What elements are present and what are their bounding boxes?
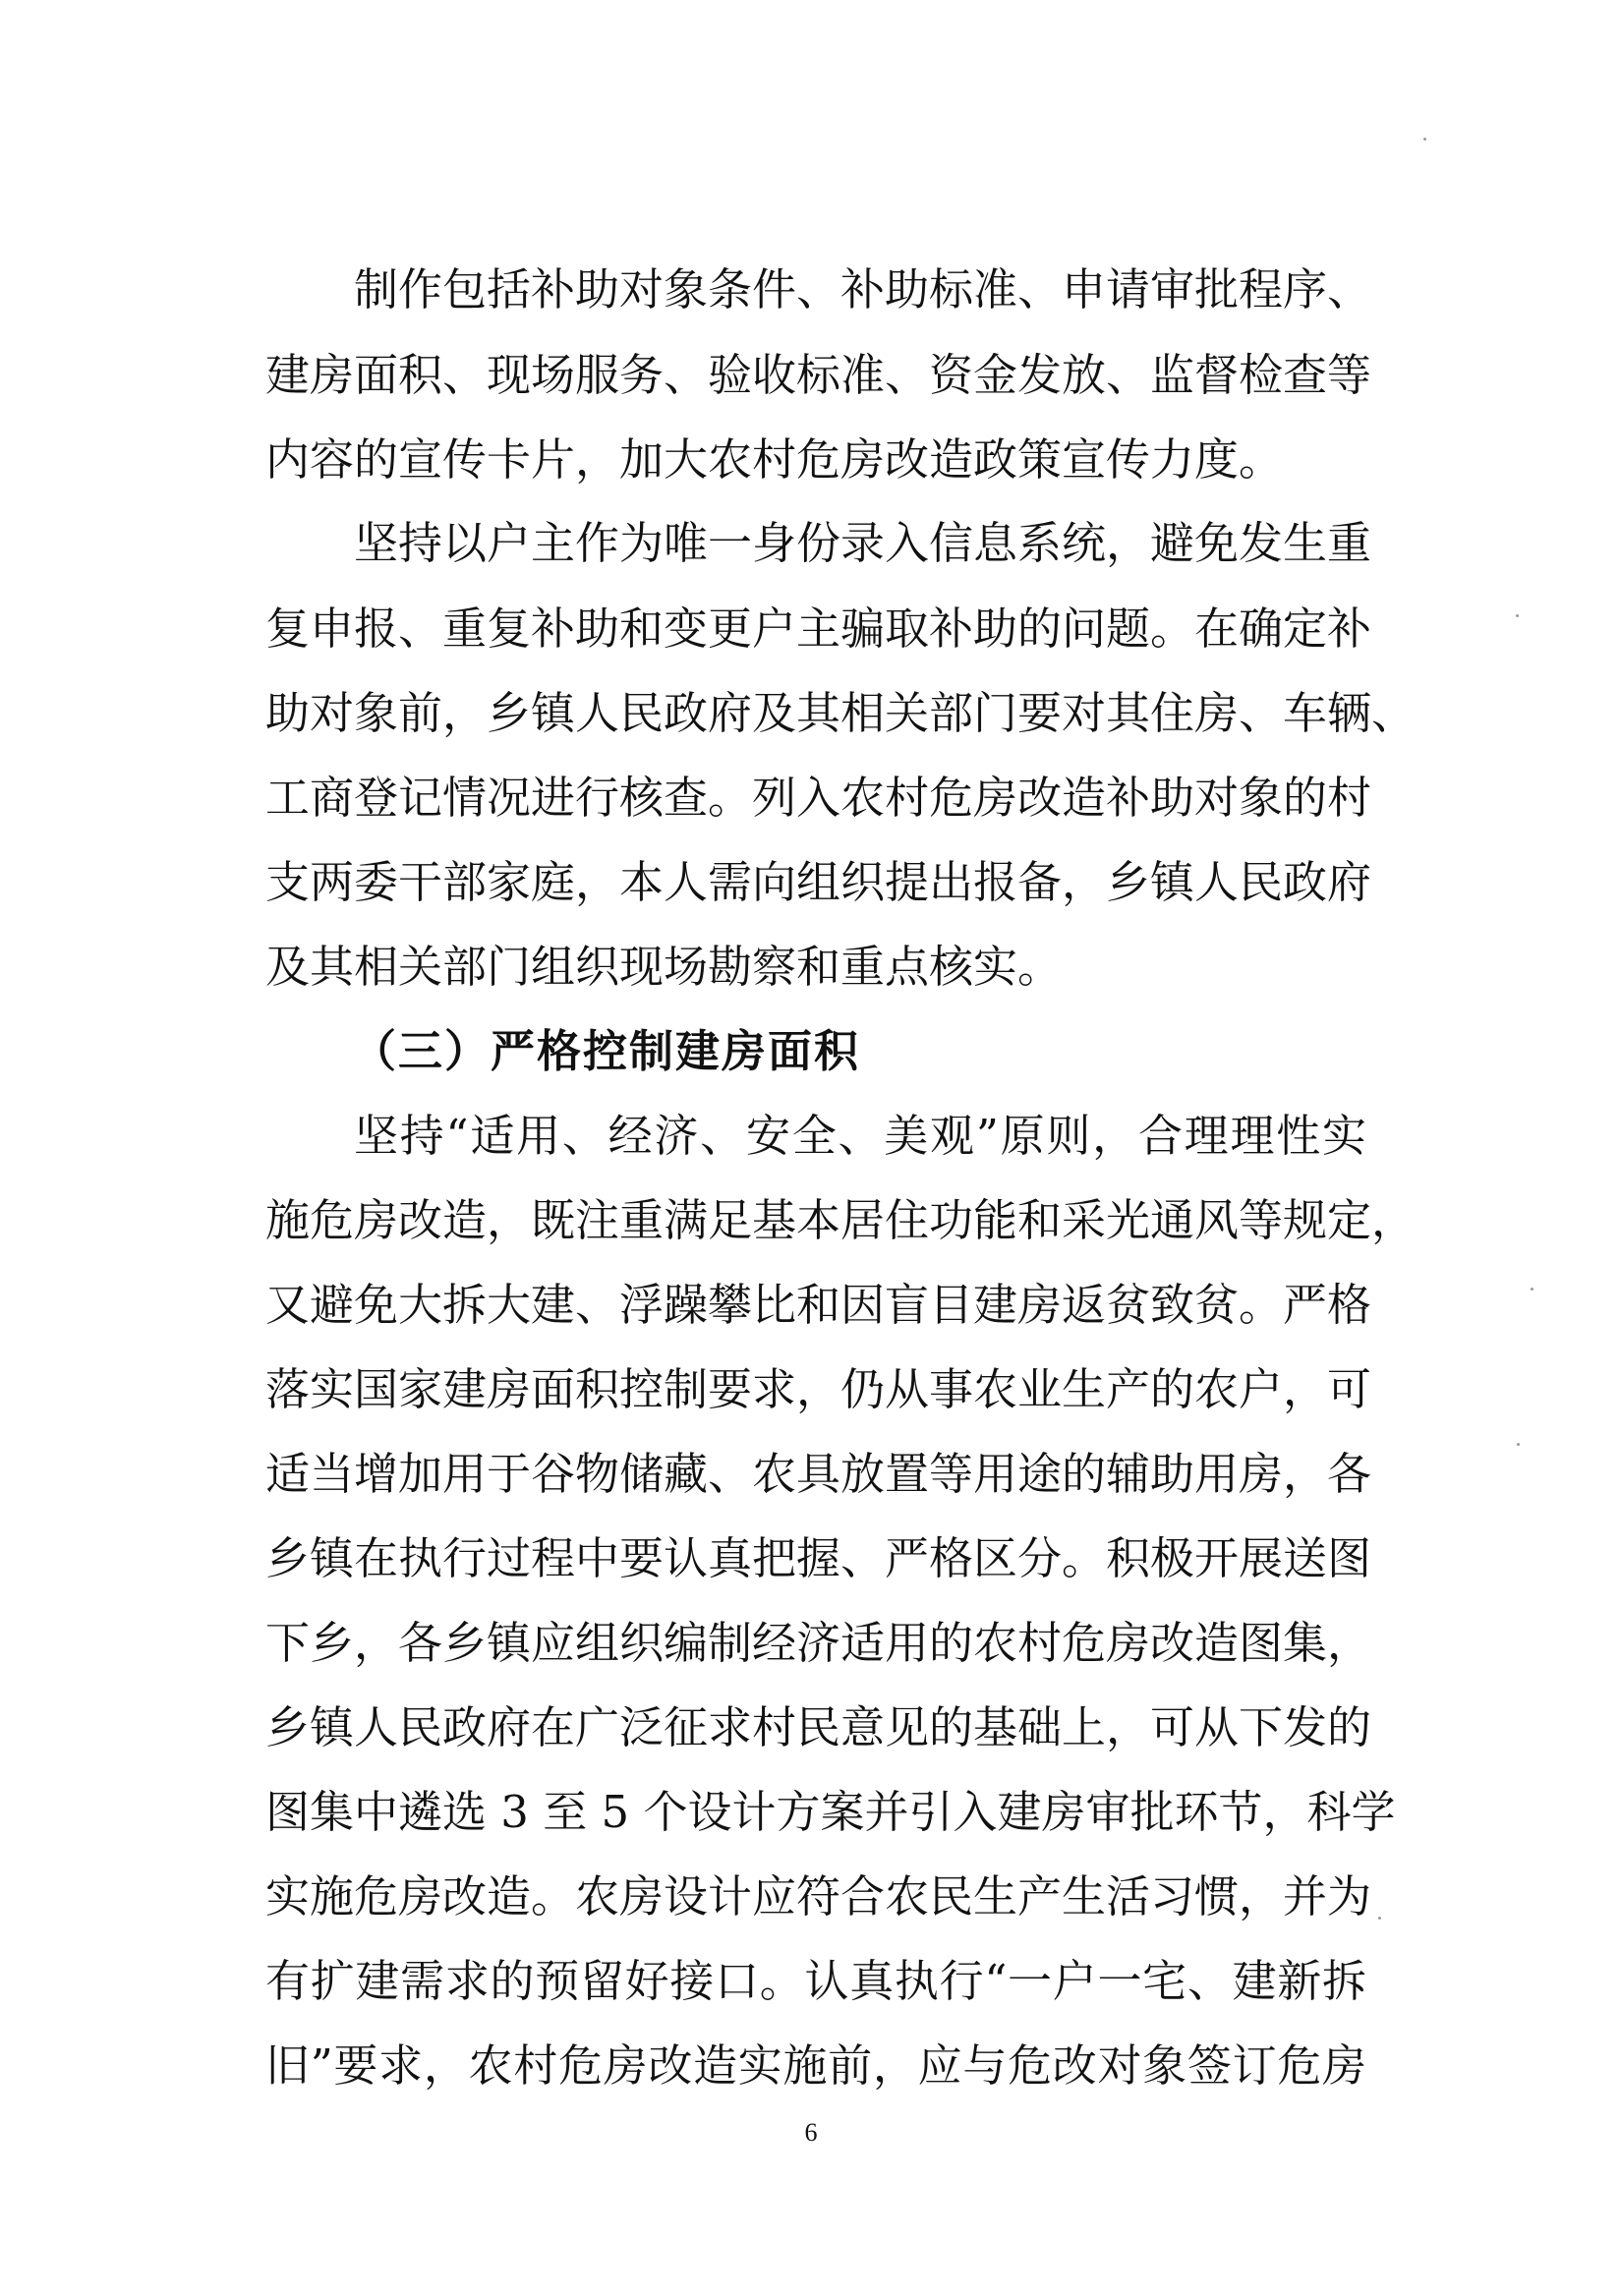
page-number: 6 (804, 2118, 818, 2147)
section-paragraph-line-5: 适当增加用于谷物储藏、农具放置等用途的辅助用房，各 (265, 1448, 1372, 1500)
section-paragraph-line-8: 乡镇人民政府在广泛征求村民意见的基础上，可从下发的 (265, 1701, 1372, 1753)
section-paragraph-line-2: 施危房改造，既注重满足基本居住功能和采光通风等规定， (265, 1194, 1417, 1246)
paragraph-2-line-6: 及其相关部门组织现场勘察和重点核实。 (265, 941, 1063, 993)
section-paragraph-line-4: 落实国家建房面积控制要求，仍从事农业生产的农户，可 (265, 1363, 1372, 1415)
paragraph-2-line-5: 支两委干部家庭，本人需向组织提出报备，乡镇人民政府 (265, 856, 1372, 908)
section-paragraph-line-9: 图集中遴选 3 至 5 个设计方案并引入建房审批环节，科学 (265, 1786, 1396, 1838)
section-paragraph-line-10: 实施危房改造。农房设计应符合农民生产生活习惯，并为 (265, 1870, 1372, 1923)
paragraph-1-line-3: 内容的宣传卡片，加大农村危房改造政策宣传力度。 (265, 433, 1284, 486)
scan-speck (1378, 1917, 1381, 1920)
section-paragraph-line-7: 下乡，各乡镇应组织编制经济适用的农村危房改造图集， (265, 1617, 1372, 1669)
section-paragraph-line-11: 有扩建需求的预留好接口。认真执行“一户一宅、建新拆 (265, 1955, 1366, 2007)
section-paragraph-line-1: 坚持“适用、经济、安全、美观”原则，合理理性实 (354, 1110, 1366, 1162)
scan-speck (1517, 1443, 1520, 1446)
section-paragraph-line-3: 又避免大拆大建、浮躁攀比和因盲目建房返贫致贫。严格 (265, 1279, 1372, 1331)
paragraph-1-line-2: 建房面积、现场服务、验收标准、资金发放、监督检查等 (265, 349, 1372, 401)
paragraph-2-line-4: 工商登记情况进行核查。列入农村危房改造补助对象的村 (265, 772, 1372, 824)
paragraph-2-line-2: 复申报、重复补助和变更户主骗取补助的问题。在确定补 (265, 603, 1372, 655)
scan-speck (1516, 614, 1519, 617)
section-paragraph-line-6: 乡镇在执行过程中要认真把握、严格区分。积极开展送图 (265, 1532, 1372, 1584)
scan-speck (1531, 1288, 1533, 1291)
section-heading: （三）严格控制建房面积 (352, 1025, 861, 1077)
paragraph-1-line-1: 制作包括补助对象条件、补助标准、申请审批程序、 (354, 263, 1372, 316)
section-paragraph-line-12: 旧”要求，农村危房改造实施前，应与危改对象签订危房 (265, 2039, 1366, 2092)
paragraph-2-line-3: 助对象前，乡镇人民政府及其相关部门要对其住房、车辆、 (265, 687, 1417, 739)
scan-speck (1423, 138, 1426, 141)
paragraph-2-line-1: 坚持以户主作为唯一身份录入信息系统，避免发生重 (354, 517, 1372, 569)
